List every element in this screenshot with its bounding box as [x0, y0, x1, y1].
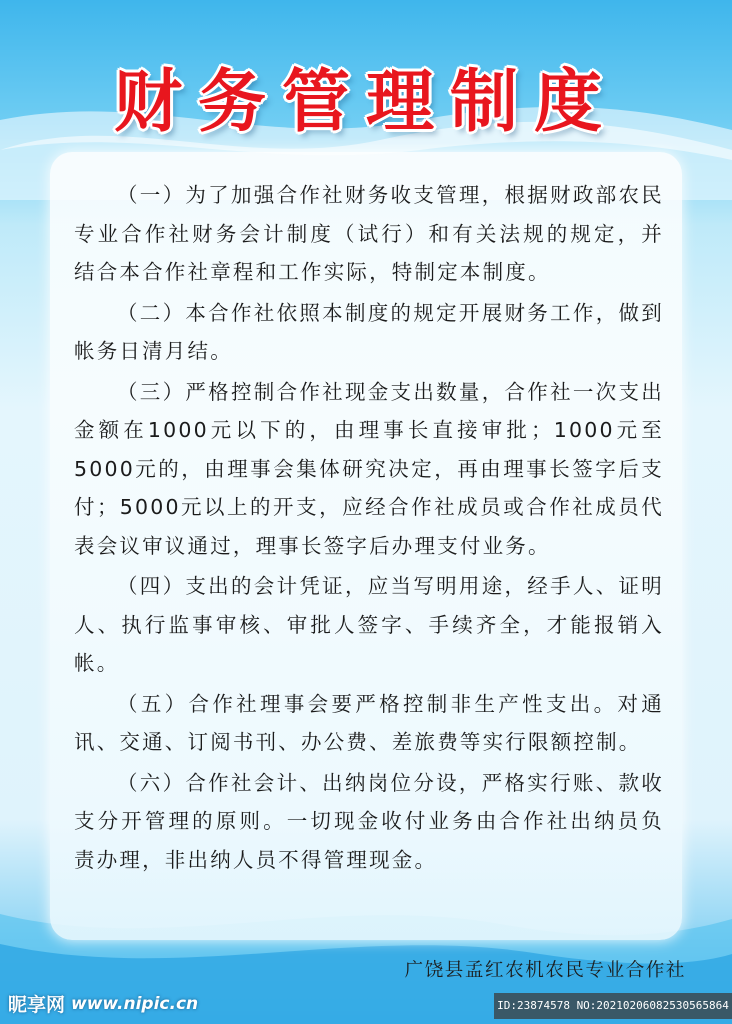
watermark-site: www.nipic.cn: [71, 993, 199, 1014]
page-title: 财务管理制度: [113, 63, 618, 142]
paragraph-6: （六）合作社会计、出纳岗位分设，严格实行账、款收支分开管理的原则。一切现金收付业务由合作社出纳员负责办理，非出纳人员不得管理现金。: [74, 770, 664, 872]
site-watermark: [8, 990, 198, 1017]
image-id-label: ID:23874578 NO:20210206082530565864: [494, 993, 732, 1019]
paragraph-1: （一）为了加强合作社财务收支管理，根据财政部农民专业合作社财务会计制度（试行）和有关法规的规定，并结合本合作社章程和工作实际，特制定本制度。: [74, 183, 664, 284]
paragraph-4: （四）支出的会计凭证，应当写明用途，经手人、证明人、执行监事审核、审批人签字、手续齐全，才能报销入帐。: [74, 574, 664, 675]
watermark-brand: 昵享网: [8, 994, 66, 1016]
paragraph-2: （二）本合作社依照本制度的规定开展财务工作，做到帐务日清月结。: [74, 300, 664, 363]
regulation-body: [74, 176, 664, 881]
paragraph-5: （五）合作社理事会要严格控制非生产性支出。对通讯、交通、订阅书刊、办公费、差旅费等实行限额控制。: [74, 691, 664, 754]
paragraph-3: （三）严格控制合作社现金支出数量，合作社一次支出金额在1000元以下的，由理事长直接审批；1000元至5000元的，由理事会集体研究决定，再由理事长签字后支付；5000元以上的开支，应经合作社成员或合作社成员代表会议审议通过，理事长签字后办理支付业务。: [74, 379, 664, 558]
organization-name: 广饶县孟红农机农民专业合作社: [404, 960, 686, 981]
